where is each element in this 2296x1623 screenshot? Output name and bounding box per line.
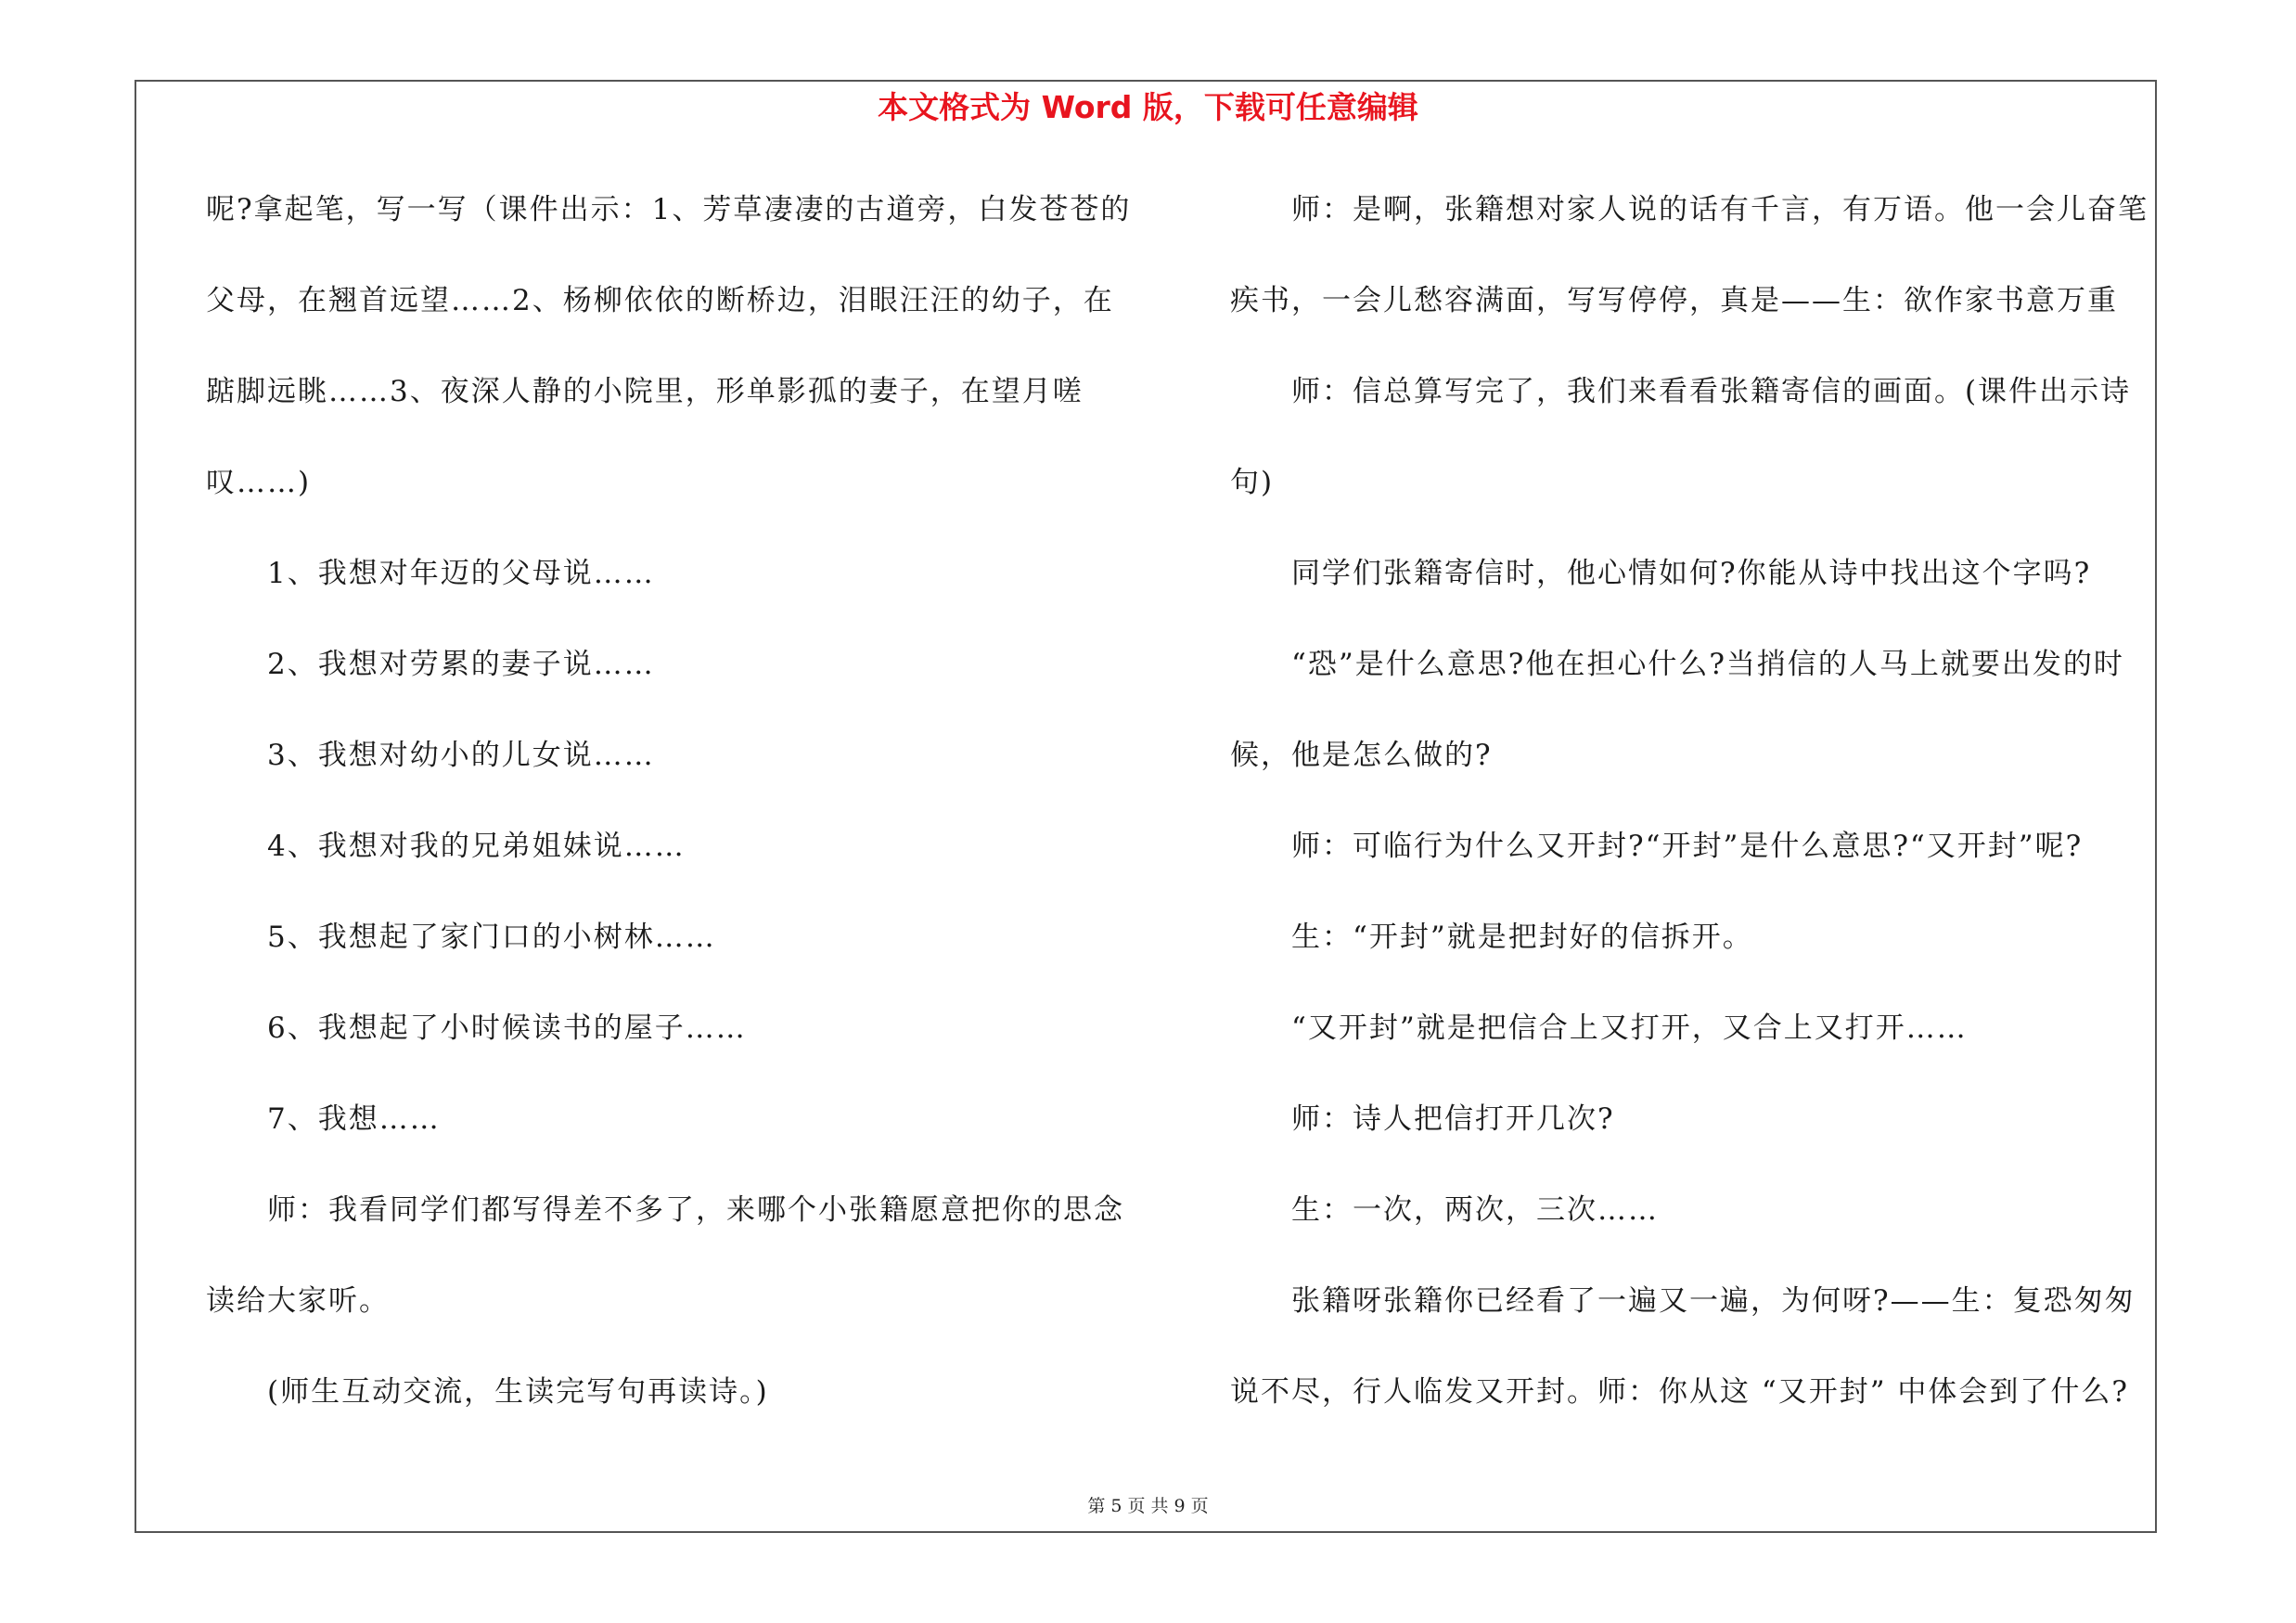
left-line: 师：我看同学们都写得差不多了，来哪个小张籍愿意把你的思念 (267, 1193, 1124, 1227)
left-line: 踮脚远眺……3、夜深人静的小院里，形单影孤的妻子，在望月嗟 (206, 375, 1084, 408)
right-line: 同学们张籍寄信时，他心情如何?你能从诗中找出这个字吗? (1291, 557, 2092, 590)
header-banner: 本文格式为 Word 版，下载可任意编辑 (878, 89, 1418, 125)
left-line: 6、我想起了小时候读书的屋子…… (267, 1011, 747, 1045)
left-line: 呢?拿起笔，写一写（课件出示：1、芳草凄凄的古道旁，白发苍苍的 (206, 193, 1132, 226)
left-line: 7、我想…… (267, 1102, 441, 1136)
right-column (1230, 179, 2150, 1452)
right-line: 师：是啊，张籍想对家人说的话有千言，有万语。他一会儿奋笔 (1291, 193, 2148, 226)
right-line: “恐”是什么意思?他在担心什么?当捎信的人马上就要出发的时 (1291, 648, 2124, 681)
left-line: 父母，在翘首远望……2、杨柳依依的断桥边，泪眼汪汪的幼子，在 (206, 284, 1114, 317)
right-line: 张籍呀张籍你已经看了一遍又一遍，为何呀?——生：复恐匆匆 (1291, 1284, 2136, 1318)
left-column (206, 179, 1132, 1452)
right-line: 师：可临行为什么又开封?“开封”是什么意思?“又开封”呢? (1291, 830, 2084, 863)
page-footer: 第 5 页 共 9 页 (1087, 1496, 1209, 1516)
right-line: 说不尽，行人临发又开封。师：你从这 “又开封” 中体会到了什么? (1230, 1375, 2130, 1409)
right-line: 句) (1230, 466, 1275, 499)
left-line: 读给大家听。 (206, 1284, 390, 1318)
left-line: 5、我想起了家门口的小树林…… (267, 921, 716, 954)
right-line: 生：一次，两次，三次…… (1291, 1193, 1659, 1227)
left-line: 1、我想对年迈的父母说…… (267, 557, 655, 590)
right-line: 候，他是怎么做的? (1230, 739, 1493, 772)
right-line: “又开封”就是把信合上又打开，又合上又打开…… (1291, 1011, 1968, 1045)
right-line: 师：诗人把信打开几次? (1291, 1102, 1615, 1136)
right-line: 师：信总算写完了，我们来看看张籍寄信的画面。(课件出示诗 (1291, 375, 2132, 408)
left-line: (师生互动交流，生读完写句再读诗。) (267, 1375, 769, 1409)
right-line: 生：“开封”就是把封好的信拆开。 (1291, 921, 1753, 954)
left-line: 4、我想对我的兄弟姐妹说…… (267, 830, 686, 863)
left-line: 2、我想对劳累的妻子说…… (267, 648, 655, 681)
left-line: 3、我想对幼小的儿女说…… (267, 739, 655, 772)
right-line: 疾书，一会儿愁容满面，写写停停，真是——生：欲作家书意万重 (1230, 284, 2118, 317)
left-line: 叹……) (206, 466, 312, 499)
